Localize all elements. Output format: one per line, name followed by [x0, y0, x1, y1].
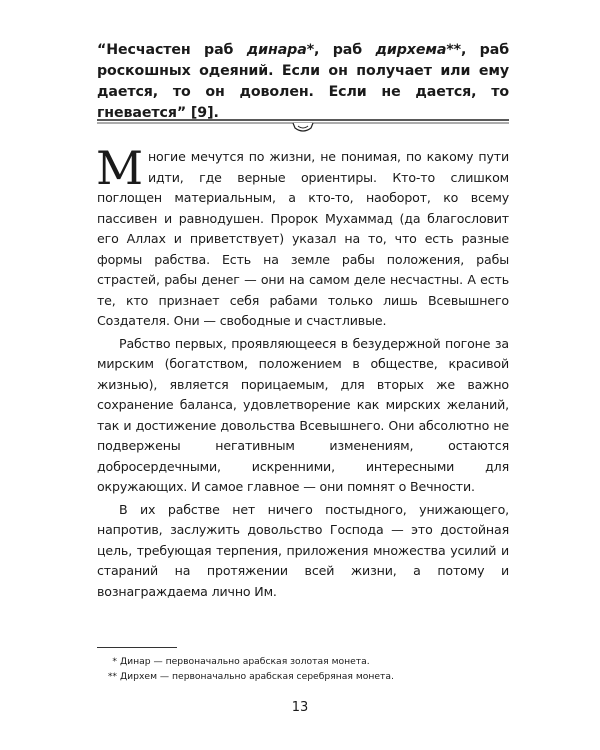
paragraph-2: Рабство первых, проявляющееся в безудержной погоне за мирским (богатством, положением в обществе, красивой жизнью), является порицаемым, для вторых же важно сохранение баланса, удовлетворение как мирских желаний, так и достижение довольства Всевышнего. Они абсолютно не подвержены негативным изменениям, остаются добросердечными, искренними, интересными для окружающих. И самое главное — они помнят о Вечности. [97, 335, 509, 494]
paragraph-1-text: ногие мечутся по жизни, не понимая, по какому пути идти, где верные ориентиры. Кто-то слишком поглощен материальным, а кто-то, наоборот, ко всему пассивен и равнодушен. Пророк Мухаммад (да благословит его Аллах и приветствует) указал на то, что есть разные формы рабства. Есть на земле рабы положения, рабы страстей, рабы денег — они на самом деле несчастны. А есть те, кто признает себя рабами только лишь Всевышнего Создателя. Они — свободные и счастливые. [97, 149, 509, 328]
footnote-separator [97, 647, 177, 648]
quote-part-1: “Несчастен раб [97, 42, 247, 58]
paragraph-1 [96, 141, 509, 332]
footnote-1 [97, 655, 509, 670]
footnotes [97, 655, 509, 684]
footnote-text: Дирхем — первоначально арабская серебряная монета. [120, 670, 394, 682]
footnote-mark: * [112, 656, 117, 667]
quote-word-dinar: динара* [246, 42, 315, 58]
footnote-text: Динар — первоначально арабская золотая монета. [120, 656, 370, 667]
hadith-quote [97, 40, 509, 124]
drop-cap: М [96, 141, 143, 195]
quote-word-dirham: дирхема** [375, 42, 461, 58]
quote-part-3: , раб роскошных одеяний. Если он получает или ему дается, то он доволен. Если не дается, то гневается” [9]. [97, 42, 510, 121]
ornamental-divider [97, 116, 509, 136]
footnote-mark: ** [107, 670, 117, 682]
quote-part-2: , раб [314, 42, 376, 58]
page-number: 13 [291, 700, 309, 715]
footnote-2 [97, 670, 509, 685]
paragraph-3: В их рабстве нет ничего постыдного, унижающего, напротив, заслужить довольство Господа — это достойная цель, требующая терпения, приложения множества усилий и стараний на протяжении всей жизни, а потому и вознаграждаема лично Им. [97, 501, 509, 599]
main-text [96, 141, 509, 602]
